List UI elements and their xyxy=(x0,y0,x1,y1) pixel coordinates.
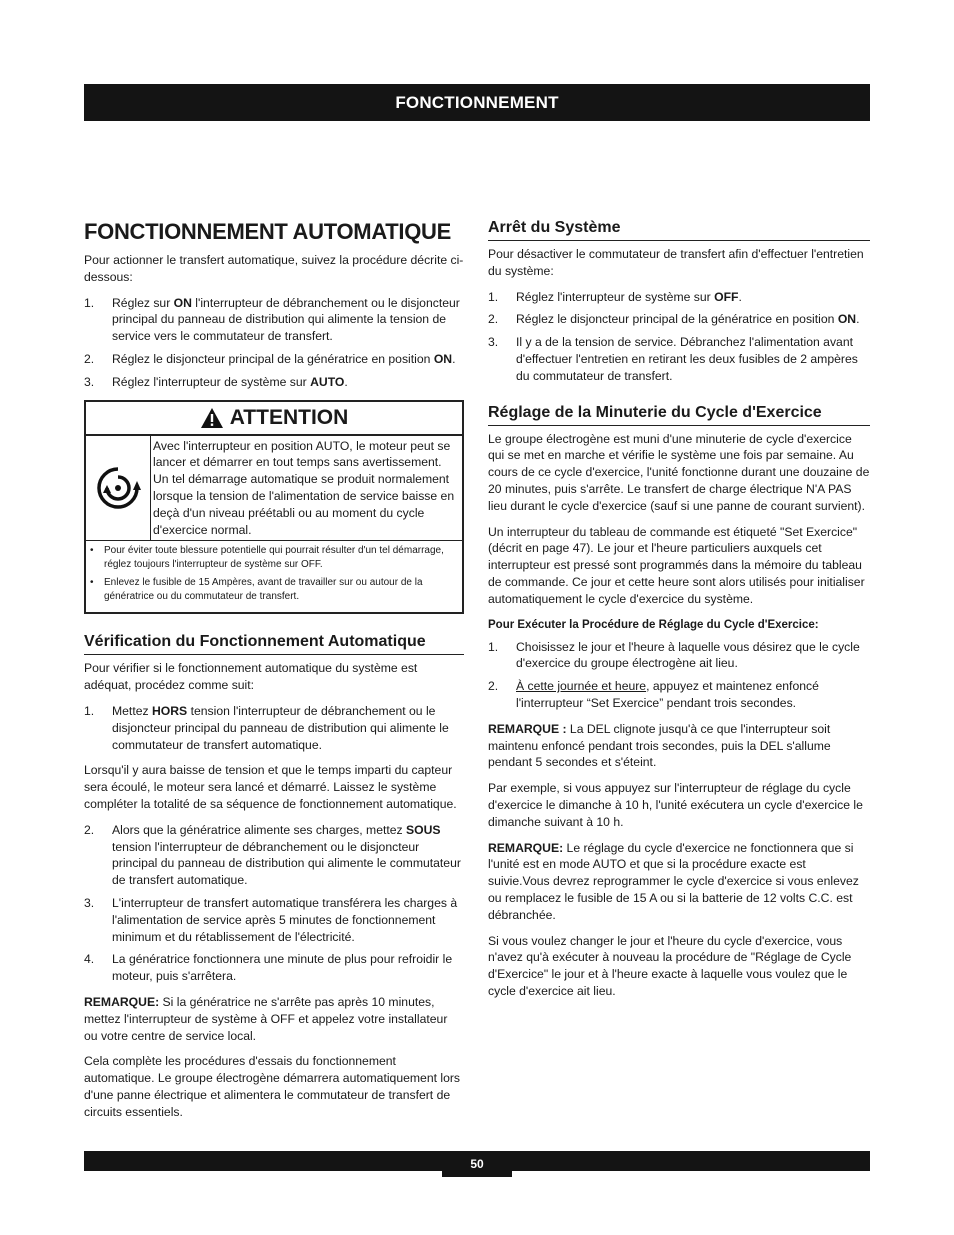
right-column xyxy=(488,218,870,1009)
verification-steps xyxy=(84,822,464,985)
list-item: 2. Réglez le disjoncteur principal de la génératrice en position ON. xyxy=(488,312,860,327)
rotating-parts-icon xyxy=(86,436,151,541)
list-item: 1. Choisissez le jour et l'heure à laquelle vous désirez que le cycle d'exercice du groupe électrogène ait lieu. xyxy=(488,639,860,671)
left-column xyxy=(84,218,464,1129)
page-number: 50 xyxy=(442,1151,512,1177)
exercise-paragraph-3: Par exemple, si vous appuyez sur l'interrupteur de réglage du cycle d'exercice le dimanche à 10 h, l'unité exécutera un cycle d'exercice le dimanche suivant à 10 h. xyxy=(488,781,863,829)
exercise-timer-heading: Réglage de la Minuterie du Cycle d'Exercice xyxy=(488,403,870,426)
exercise-paragraph-1: Le groupe électrogène est muni d'une minuterie de cycle d'exercice qui se met en marche et vérifie le système une fois par semaine. Au cours de ce cycle d'exercice, l'unité fonctionne durant une douzaine de 20 minutes, puis s'arrête. Le transfert de charge électrique N'A PAS lieu durant le cycle d'exercice (sauf si une panne de courant survient). xyxy=(488,431,870,513)
attention-text: Avec l'interrupteur en position AUTO, le moteur peut se lancer et démarrer en tout temps sans avertissement. Un tel démarrage automatique se produit normalement lorsque la tension de l'alimentation de service baisse en deçà d'un niveau préétabli ou au moment du cycle d'exercice normal. xyxy=(153,438,455,537)
section-header-bar xyxy=(84,84,870,121)
exercise-remark-2: REMARQUE: Le réglage du cycle d'exercice ne fonctionnera que si l'unité est en mode AUTO et que si la procédure exacte est suivie.Vous devrez reprogrammer le cycle d'exercice si vous enlevez ou remplacez le fusible de 15 A ou si la batterie de 12 volts C.C. est débranchée. xyxy=(488,840,859,922)
attention-bullets xyxy=(86,541,462,612)
verification-paragraph: Lorsqu'il y aura baisse de tension et que le temps imparti du capteur sera écoulé, le moteur sera lancé et démarré. Laissez le système compléter la totalité de sa séquence de fonctionnement automatique. xyxy=(84,763,457,811)
list-item: 1. Mettez HORS tension l'interrupteur de débranchement ou le disjoncteur principal du panneau de distribution qui alimente le commutateur de transfert automatique. xyxy=(84,703,449,752)
attention-box xyxy=(84,400,464,615)
exercise-paragraph-2: Un interrupteur du tableau de commande est étiqueté "Set Exercice" (décrit en page 47). Le jour et l'heure particuliers auxquels cet interrupteur est pressé sont programmés dans la mémoire du tableau de commande. Ce jour et cette heure sont alors utilisés pour initialiser automatiquement le cycle d'exercice du système. xyxy=(488,524,865,606)
intro-paragraph: Pour actionner le transfert automatique, suivez la procédure décrite ci-dessous: xyxy=(84,253,464,284)
list-item: 1. Réglez sur ON l'interrupteur de débranchement ou le disjoncteur principal du panneau de distribution qui alimente la tension de service vers le commutateur de transfert. xyxy=(84,295,460,344)
auto-steps-list xyxy=(84,295,464,391)
list-item: • Enlevez le fusible de 15 Ampères, avant de travailler sur ou autour de la génératrice ou du commutateur de transfert. xyxy=(90,577,423,603)
system-stop-heading: Arrêt du Système xyxy=(488,218,870,241)
list-item: 4. La génératrice fonctionnera une minute de plus pour refroidir le moteur, puis s'arrêtera. xyxy=(84,952,453,984)
attention-heading: ATTENTION xyxy=(86,402,462,436)
list-item: 1. Réglez l'interrupteur de système sur OFF. xyxy=(488,289,742,304)
verification-step-1 xyxy=(84,703,464,753)
list-item: • Pour éviter toute blessure potentielle qui pourrait résulter d'un tel démarrage, réglez toujours l'interrupteur de système sur OFF. xyxy=(90,545,444,571)
system-stop-intro: Pour désactiver le commutateur de transfert afin d'effectuer l'entretien du système: xyxy=(488,247,864,278)
exercise-procedure-subheading: Pour Exécuter la Procédure de Réglage du Cycle d'Exercice: xyxy=(488,618,819,631)
list-item: 2. Alors que la génératrice alimente ses charges, mettez SOUS tension l'interrupteur de débranchement ou le disjoncteur principal du panneau de distribution qui alimente le commutateur de transfert automatique. xyxy=(84,822,461,888)
verification-intro: Pour vérifier si le fonctionnement automatique du système est adéquat, procédez comme suit: xyxy=(84,661,418,693)
list-item: 3. Il y a de la tension de service. Débranchez l'alimentation avant d'effectuer l'entretien en retirant les deux fusibles de 2 ampères du commutateur de transfert. xyxy=(488,335,858,383)
section-header-title: FONCTIONNEMENT xyxy=(395,92,559,112)
list-item: 3. L'interrupteur de transfert automatique transférera les charges à l'alimentation de service après 5 minutes de fonctionnement minimum et du rétablissement de l'électricité. xyxy=(84,895,458,944)
exercise-remark-1: REMARQUE : La DEL clignote jusqu'à ce que l'interrupteur soit maintenu enfoncé pendant trois secondes, puis la DEL s'allume pendant 5 secondes et s'éteint. xyxy=(488,721,831,770)
exercise-steps xyxy=(488,639,870,712)
list-item: 2. À cette journée et heure, appuyez et maintenez enfoncé l'interrupteur “Set Exercice” pendant trois secondes. xyxy=(488,679,819,710)
exercise-paragraph-4: Si vous voulez changer le jour et l'heure du cycle d'exercice, vous n'avez qu'à exécuter à nouveau la procédure de "Réglage de Cycle d'Exercice" le jour et à l'heure exacte à laquelle vous voulez que le cycle d'exercice ait lieu. xyxy=(488,933,852,998)
page-title: FONCTIONNEMENT AUTOMATIQUE xyxy=(84,219,451,244)
system-stop-steps xyxy=(488,289,870,385)
verification-closing: Cela complète les procédures d'essais du fonctionnement automatique. Le groupe électrogène démarrera automatiquement lors d'une panne électrique et alimentera le commutateur de transfert de circuits essentiels. xyxy=(84,1054,461,1119)
warning-triangle-icon xyxy=(200,407,224,429)
verification-heading: Vérification du Fonctionnement Automatique xyxy=(84,632,464,655)
list-item: 3. Réglez l'interrupteur de système sur AUTO. xyxy=(84,374,348,389)
list-item: 2. Réglez le disjoncteur principal de la génératrice en position ON. xyxy=(84,351,456,366)
attention-body xyxy=(86,436,462,542)
verification-remark: REMARQUE: Si la génératrice ne s'arrête pas après 10 minutes, mettez l'interrupteur de système à OFF et appelez votre installateur ou votre centre de service local. xyxy=(84,994,448,1043)
